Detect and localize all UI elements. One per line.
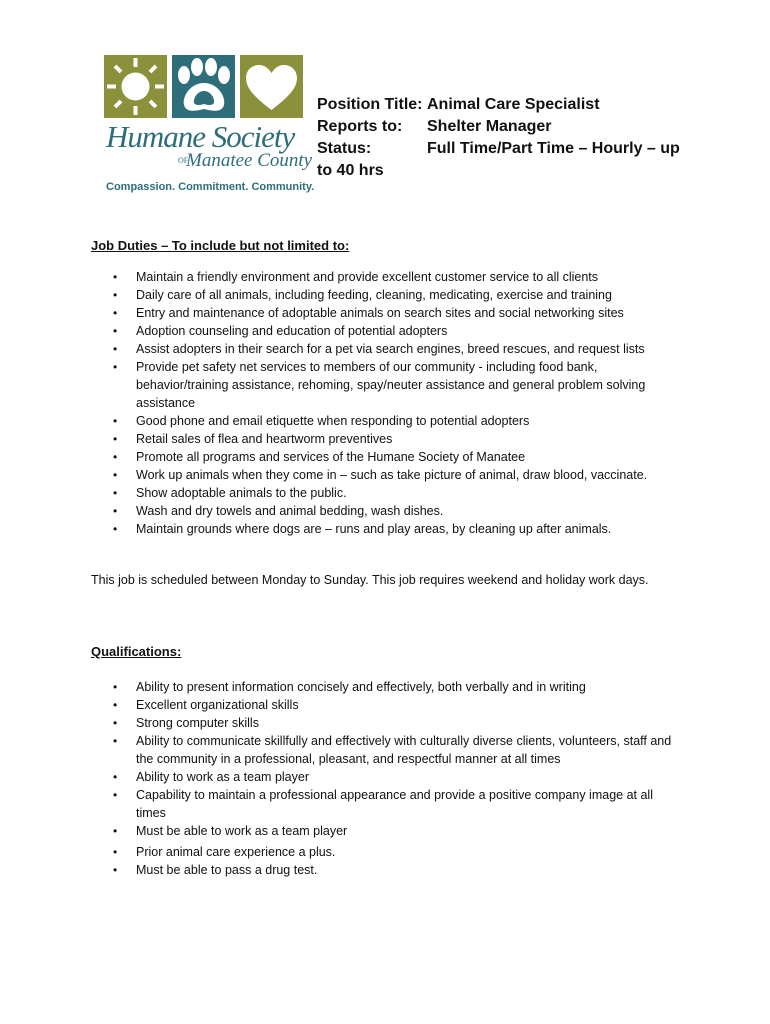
logo-tagline: Compassion. Commitment. Community. [106,181,315,193]
list-item: • Entry and maintenance of adoptable animals on search sites and social networking sites [91,304,681,322]
list-item: • Good phone and email etiquette when responding to potential adopters [91,412,681,430]
status-value: Full Time/Part Time – Hourly – up [427,140,680,157]
list-item: • Retail sales of flea and heartworm preventives [91,430,681,448]
logo-tiles [104,55,304,120]
list-item: • Work up animals when they come in – such as take picture of animal, draw blood, vaccinate. [91,466,681,484]
list-item: • Assist adopters in their search for a pet via search engines, breed rescues, and request lists [91,340,681,358]
status-label: Status: [317,140,372,157]
paw-icon [172,55,235,118]
list-item: • Prior animal care experience a plus. [91,843,681,861]
list-item: • Strong computer skills [91,714,681,732]
list-item: • Promote all programs and services of the Humane Society of Manatee [91,448,681,466]
list-item: • Ability to present information concisely and effectively, both verbally and in writing [91,678,681,696]
list-item: • Ability to communicate skillfully and effectively with culturally diverse clients, volunteers, staff and the community in a professional, pleasant, and respectful manner at all times [91,732,681,768]
list-item: • Provide pet safety net services to members of our community - including food bank, behavior/training assistance, rehoming, spay/neuter assistance and general problem solving assistance [91,358,681,412]
list-item: • Adoption counseling and education of potential adopters [91,322,681,340]
list-item: • Ability to work as a team player [91,768,681,786]
job-duties-heading: Job Duties – To include but not limited to: [91,238,350,253]
schedule-statement: This job is scheduled between Monday to Sunday. This job requires weekend and holiday work days. [91,573,649,587]
qualifications-heading: Qualifications: [91,644,182,659]
list-item: • Capability to maintain a professional appearance and provide a positive company image at all times [91,786,681,822]
reports-to-label: Reports to: [317,118,403,135]
list-item: • Maintain a friendly environment and provide excellent customer service to all clients [91,268,681,286]
humane-society-logo [104,55,315,195]
qualifications-list [91,678,681,879]
position-title-label: Position Title: [317,96,423,113]
logo-county: Manatee County [186,150,313,171]
status-row [317,138,757,160]
position-info [317,94,757,182]
position-title-row [317,94,757,116]
list-item: • Show adoptable animals to the public. [91,484,681,502]
list-item: • Must be able to pass a drug test. [91,861,681,879]
job-duties-list [91,268,681,538]
heart-icon [240,55,303,118]
list-item: • Excellent organizational skills [91,696,681,714]
list-item: • Maintain grounds where dogs are – runs and play areas, by cleaning up after animals. [91,520,681,538]
reports-to-row [317,116,757,138]
sun-icon [104,55,167,118]
list-item: • Daily care of all animals, including feeding, cleaning, medicating, exercise and training [91,286,681,304]
list-item: • Must be able to work as a team player [91,822,681,840]
logo-of: OF [178,156,189,165]
reports-to-value: Shelter Manager [427,118,552,135]
status-value-continued: to 40 hrs [317,162,384,179]
logo-name: Humane Society [106,119,295,154]
list-item: • Wash and dry towels and animal bedding, wash dishes. [91,502,681,520]
position-title-value: Animal Care Specialist [427,96,600,113]
